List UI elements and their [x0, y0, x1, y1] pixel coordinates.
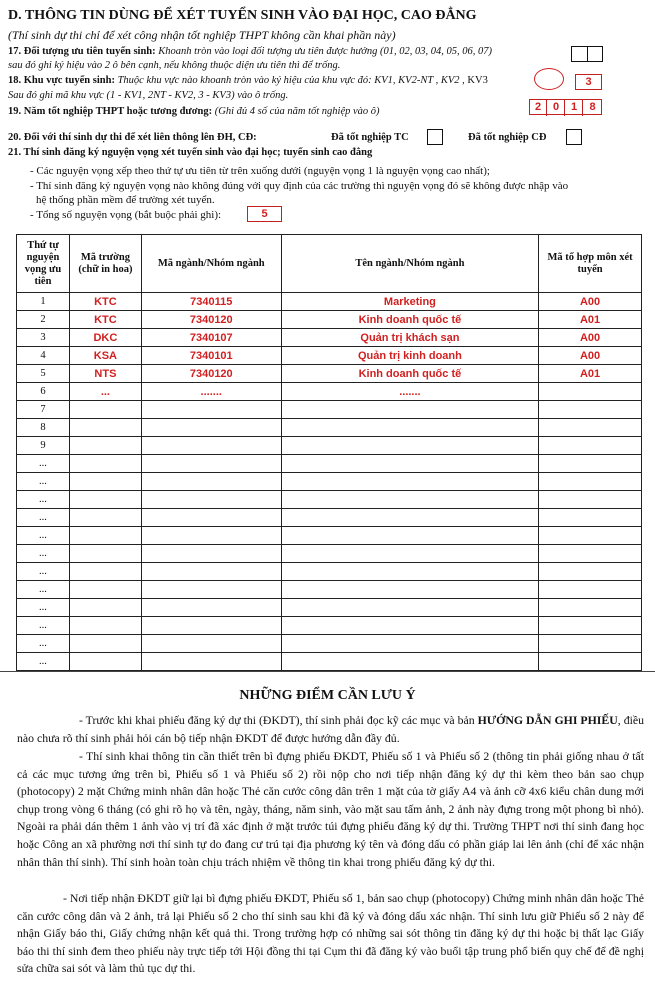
- q18-line2: Sau đó ghi mã khu vực (1 - KV1, 2NT - KV2, 3 - KV3) vào ô trống.: [8, 90, 289, 101]
- cell-major-name[interactable]: [281, 653, 539, 671]
- cell-order[interactable]: ...: [17, 599, 70, 617]
- cell-subject-combo[interactable]: [539, 563, 642, 581]
- table-row: [17, 437, 642, 455]
- cell-major-name[interactable]: [281, 563, 539, 581]
- cell-school-code[interactable]: [69, 491, 141, 509]
- cell-major-name[interactable]: [281, 617, 539, 635]
- cell-major-name[interactable]: [281, 599, 539, 617]
- q19-text: (Ghi đủ 4 số của năm tốt nghiệp vào ô): [212, 106, 380, 117]
- cell-major-code[interactable]: [141, 563, 281, 581]
- cell-subject-combo[interactable]: [539, 635, 642, 653]
- q17-line: [8, 46, 492, 57]
- q20-line: [8, 132, 257, 143]
- cell-school-code[interactable]: KTC: [69, 293, 141, 311]
- q20-label: 20. Đối với thí sinh dự thi để xét liên thông lên ĐH, CĐ:: [8, 132, 257, 143]
- p1-bold: HƯỚNG DẪN GHI PHIẾU: [477, 713, 618, 727]
- cell-major-name[interactable]: [281, 473, 539, 491]
- q21-bullet-2b: hệ thống phần mềm để trường xét tuyển.: [36, 194, 215, 206]
- q18-code-box[interactable]: [575, 74, 602, 90]
- cell-order[interactable]: ...: [17, 509, 70, 527]
- cell-order[interactable]: ...: [17, 545, 70, 563]
- cell-major-name[interactable]: [281, 581, 539, 599]
- cell-subject-combo[interactable]: [539, 401, 642, 419]
- notes-paragraph-2: - Thí sinh khai thông tin cần thiết trên bì đựng phiếu ĐKDT, Phiếu số 1 và Phiếu số 2 (thông tin phải giống nhau ở tất cả các mục tương ứng trên bì, Phiếu số 1 và Phiếu số 2) rồi nộp cho nơi tiếp nhận đăng ký dự thi kèm theo bản sao chụp (photocopy) 2 mặt Chứng minh nhân dân hoặc Thẻ căn cước công dân trên 1 mặt của tờ giấy A4 và ảnh cỡ 4x6 kiểu chân dung mới chụp trong vòng 6 tháng (có ghi rõ họ và tên, ngày, tháng, năm sinh, vào mặt sau tấm ảnh, 2 ảnh này đựng trong một phong bì nhỏ). Ngoài ra phải dán thêm 1 ảnh vào vị trí đã xác định ở mặt trước túi đựng phiếu đăng ký dự thi. Trường THPT nơi thí sinh đang học hoặc Công an xã phường nơi thí sinh tự do đang cư trú tại địa phương ký tên và đóng dấu có phần giáp lai lên ảnh (chỉ để xác nhận nhân thân thí sinh). Thí sinh hoàn toàn chịu trách nhiệm về thông tin khai trong phiếu đăng ký dự thi.: [17, 749, 644, 869]
- notes-paragraph-1: [17, 712, 644, 747]
- q18-line: [8, 75, 488, 86]
- cell-major-code[interactable]: [141, 581, 281, 599]
- cell-major-code[interactable]: [141, 401, 281, 419]
- cell-subject-combo[interactable]: [539, 545, 642, 563]
- cell-major-name[interactable]: [281, 401, 539, 419]
- table-row: [17, 329, 642, 347]
- header-major-code: Mã ngành/Nhóm ngành: [141, 235, 281, 293]
- cell-major-code[interactable]: [141, 653, 281, 671]
- cell-major-code[interactable]: [141, 491, 281, 509]
- cell-school-code[interactable]: [69, 419, 141, 437]
- year-digit-1: 2: [530, 100, 547, 116]
- p1-post: , điều nào chưa rõ thí sinh phải hỏi cán bộ tiếp nhận ĐKDT để được hướng dẫn đầy đủ.: [17, 713, 644, 745]
- cell-subject-combo[interactable]: [539, 437, 642, 455]
- cell-order[interactable]: 8: [17, 419, 70, 437]
- q18-value: 3: [585, 76, 592, 88]
- cell-school-code[interactable]: [69, 401, 141, 419]
- cell-major-name[interactable]: [281, 527, 539, 545]
- cell-school-code[interactable]: [69, 563, 141, 581]
- cell-order[interactable]: ...: [17, 527, 70, 545]
- cell-major-code[interactable]: 7340107: [141, 329, 281, 347]
- cell-school-code[interactable]: [69, 455, 141, 473]
- cell-school-code[interactable]: [69, 599, 141, 617]
- cell-subject-combo[interactable]: A00: [539, 293, 642, 311]
- table-row: [17, 617, 642, 635]
- cell-subject-combo[interactable]: [539, 617, 642, 635]
- table-row: [17, 509, 642, 527]
- cell-subject-combo[interactable]: [539, 419, 642, 437]
- q18-label: 18. Khu vực tuyển sinh:: [8, 75, 115, 86]
- cell-order[interactable]: ...: [17, 491, 70, 509]
- section-note: (Thí sinh dự thi chỉ để xét công nhận tốt nghiệp THPT không cần khai phần này): [8, 28, 396, 42]
- q20-cd-checkbox[interactable]: [566, 129, 582, 145]
- cell-major-code[interactable]: 7340120: [141, 365, 281, 383]
- q21-bullet-1: - Các nguyện vọng xếp theo thứ tự ưu tiên từ trên xuống dưới (nguyện vọng 1 là nguyện vọng cao nhất);: [30, 165, 490, 177]
- cell-order[interactable]: ...: [17, 653, 70, 671]
- cell-order[interactable]: 6: [17, 383, 70, 401]
- cell-school-code[interactable]: KSA: [69, 347, 141, 365]
- cell-subject-combo[interactable]: [539, 491, 642, 509]
- cell-order[interactable]: ...: [17, 617, 70, 635]
- total-wishes-box[interactable]: [247, 206, 282, 222]
- cell-subject-combo[interactable]: [539, 599, 642, 617]
- year-digit-2: 0: [548, 100, 565, 116]
- cell-major-name[interactable]: [281, 491, 539, 509]
- table-row: [17, 473, 642, 491]
- cell-subject-combo[interactable]: A01: [539, 311, 642, 329]
- q20-tc-checkbox[interactable]: [427, 129, 443, 145]
- cell-major-code[interactable]: 7340101: [141, 347, 281, 365]
- q18-text: Thuộc khu vực nào khoanh tròn vào ký hiệu của khu vực đó: KV1, KV2-NT , KV2 ,: [114, 75, 468, 86]
- cell-school-code[interactable]: [69, 617, 141, 635]
- table-row: [17, 311, 642, 329]
- cell-major-name[interactable]: Quản trị khách sạn: [281, 329, 539, 347]
- table-row: [17, 527, 642, 545]
- q19-line: [8, 106, 380, 117]
- cell-major-name[interactable]: [281, 437, 539, 455]
- q17-box-divider: [587, 47, 588, 61]
- cell-school-code[interactable]: [69, 509, 141, 527]
- cell-major-code[interactable]: 7340120: [141, 311, 281, 329]
- cell-major-name[interactable]: Quản trị kinh doanh: [281, 347, 539, 365]
- cell-order[interactable]: ...: [17, 563, 70, 581]
- cell-subject-combo[interactable]: A01: [539, 365, 642, 383]
- cell-order[interactable]: ...: [17, 455, 70, 473]
- cell-order[interactable]: 2: [17, 311, 70, 329]
- table-row: [17, 599, 642, 617]
- q17-code-box[interactable]: [571, 46, 603, 62]
- q21-bullet-3: - Tổng số nguyện vọng (bắt buộc phải ghi):: [30, 209, 222, 221]
- cell-subject-combo[interactable]: [539, 473, 642, 491]
- cell-major-code[interactable]: [141, 545, 281, 563]
- table-row: [17, 419, 642, 437]
- section-title: D. THÔNG TIN DÙNG ĐỂ XÉT TUYỂN SINH VÀO ĐẠI HỌC, CAO ĐẲNG: [8, 8, 477, 23]
- q19-year-box[interactable]: [529, 99, 602, 115]
- table-row: [17, 545, 642, 563]
- cell-major-name[interactable]: .......: [281, 383, 539, 401]
- table-row: [17, 383, 642, 401]
- cell-order[interactable]: 7: [17, 401, 70, 419]
- cell-order[interactable]: 1: [17, 293, 70, 311]
- table-row: [17, 491, 642, 509]
- cell-major-code[interactable]: 7340115: [141, 293, 281, 311]
- q17-text: Khoanh tròn vào loại đối tượng ưu tiên được hưởng (01, 02, 03, 04, 05, 06, 07): [155, 46, 492, 57]
- table-row: [17, 563, 642, 581]
- table-header-row: [17, 235, 642, 293]
- q19-label: 19. Năm tốt nghiệp THPT hoặc tương đương:: [8, 106, 213, 117]
- cell-school-code[interactable]: ...: [69, 383, 141, 401]
- section-divider: [0, 671, 655, 672]
- cell-major-code[interactable]: [141, 455, 281, 473]
- table-row: [17, 653, 642, 671]
- q20-option-cd: Đã tốt nghiệp CĐ: [468, 132, 547, 143]
- cell-school-code[interactable]: [69, 635, 141, 653]
- table-row: [17, 401, 642, 419]
- cell-major-code[interactable]: [141, 599, 281, 617]
- cell-major-name[interactable]: [281, 635, 539, 653]
- cell-subject-combo[interactable]: A00: [539, 329, 642, 347]
- q20-option-tc: Đã tốt nghiệp TC: [331, 132, 409, 143]
- cell-subject-combo[interactable]: [539, 527, 642, 545]
- table-row: [17, 455, 642, 473]
- cell-major-code[interactable]: .......: [141, 383, 281, 401]
- cell-subject-combo[interactable]: [539, 581, 642, 599]
- cell-order[interactable]: 9: [17, 437, 70, 455]
- year-digit-3: 1: [566, 100, 583, 116]
- cell-major-code[interactable]: [141, 617, 281, 635]
- cell-order[interactable]: 5: [17, 365, 70, 383]
- q21-label: 21. Thí sinh đăng ký nguyện vọng xét tuyển sinh vào đại học; tuyển sinh cao đẳng: [8, 147, 373, 158]
- cell-major-code[interactable]: [141, 527, 281, 545]
- p1-pre: - Trước khi khai phiếu đăng ký dự thi (ĐKDT), thí sinh phải đọc kỹ các mục và bản: [79, 713, 478, 727]
- cell-major-name[interactable]: [281, 545, 539, 563]
- cell-order[interactable]: ...: [17, 635, 70, 653]
- header-subject-combo: Mã tổ hợp môn xét tuyển: [539, 235, 642, 293]
- table-row: [17, 293, 642, 311]
- header-school-code: Mã trường (chữ in hoa): [69, 235, 141, 293]
- cell-school-code[interactable]: [69, 473, 141, 491]
- cell-major-code[interactable]: [141, 509, 281, 527]
- cell-major-name[interactable]: [281, 455, 539, 473]
- q21-bullet-2a: - Thí sinh đăng ký nguyện vọng nào không đúng với quy định của các trường thì nguyện vọng đó sẽ không được nhập vào: [30, 180, 569, 192]
- cell-order[interactable]: ...: [17, 581, 70, 599]
- cell-subject-combo[interactable]: [539, 653, 642, 671]
- cell-major-code[interactable]: [141, 437, 281, 455]
- wishes-table: [16, 234, 642, 671]
- q17-line2: sau đó ghi ký hiệu vào 2 ô bên cạnh, nếu không thuộc diện ưu tiên thì để trống.: [8, 60, 341, 71]
- cell-major-name[interactable]: Marketing: [281, 293, 539, 311]
- header-major-name: Tên ngành/Nhóm ngành: [281, 235, 539, 293]
- cell-school-code[interactable]: NTS: [69, 365, 141, 383]
- cell-major-name[interactable]: [281, 419, 539, 437]
- cell-subject-combo[interactable]: A00: [539, 347, 642, 365]
- cell-major-code[interactable]: [141, 635, 281, 653]
- q18-circled-option: KV3: [467, 75, 488, 86]
- cell-school-code[interactable]: DKC: [69, 329, 141, 347]
- cell-school-code[interactable]: [69, 545, 141, 563]
- cell-subject-combo[interactable]: [539, 509, 642, 527]
- table-row: [17, 365, 642, 383]
- cell-school-code[interactable]: [69, 653, 141, 671]
- cell-school-code[interactable]: [69, 437, 141, 455]
- notes-title: NHỮNG ĐIỂM CẦN LƯU Ý: [239, 688, 416, 703]
- cell-order[interactable]: ...: [17, 473, 70, 491]
- cell-major-code[interactable]: [141, 473, 281, 491]
- cell-school-code[interactable]: [69, 527, 141, 545]
- cell-school-code[interactable]: KTC: [69, 311, 141, 329]
- cell-major-name[interactable]: Kinh doanh quốc tế: [281, 365, 539, 383]
- header-order: Thứ tự nguyện vọng ưu tiên: [17, 235, 70, 293]
- cell-major-code[interactable]: [141, 419, 281, 437]
- table-row: [17, 635, 642, 653]
- cell-major-name[interactable]: Kinh doanh quốc tế: [281, 311, 539, 329]
- total-wishes-value: 5: [261, 208, 268, 220]
- q17-label: 17. Đối tượng ưu tiên tuyển sinh:: [8, 46, 156, 57]
- cell-subject-combo[interactable]: [539, 455, 642, 473]
- cell-school-code[interactable]: [69, 581, 141, 599]
- year-digit-4: 8: [589, 101, 596, 113]
- cell-major-name[interactable]: [281, 509, 539, 527]
- table-row: [17, 347, 642, 365]
- notes-paragraph-3: - Nơi tiếp nhận ĐKDT giữ lại bì đựng phiếu ĐKDT, Phiếu số 1, bản sao chụp (photocopy) Chứng minh nhân dân hoặc Thẻ căn cước công dân và 2 ảnh, trả lại Phiếu số 2 cho thí sinh sau khi đã ký và đóng dấu xác nhận. Thí sinh lưu giữ Phiếu số 2 này để nhận Giấy báo thi, Giấy chứng nhận kết quả thi. Trong trường hợp có những sai sót thông tin đăng ký dự thi hoặc bị thất lạc Giấy báo thi thí sinh đem theo phiếu này trực tiếp tới Hội đồng thi tại Cụm thi đã đăng ký vào buổi tập trung phổ biến quy chế để đề nghị sửa chữa sai sót và làm thủ tục dự thi.: [17, 891, 644, 976]
- cell-subject-combo[interactable]: [539, 383, 642, 401]
- cell-order[interactable]: 4: [17, 347, 70, 365]
- kv3-circle-mark: [534, 68, 564, 90]
- cell-order[interactable]: 3: [17, 329, 70, 347]
- table-row: [17, 581, 642, 599]
